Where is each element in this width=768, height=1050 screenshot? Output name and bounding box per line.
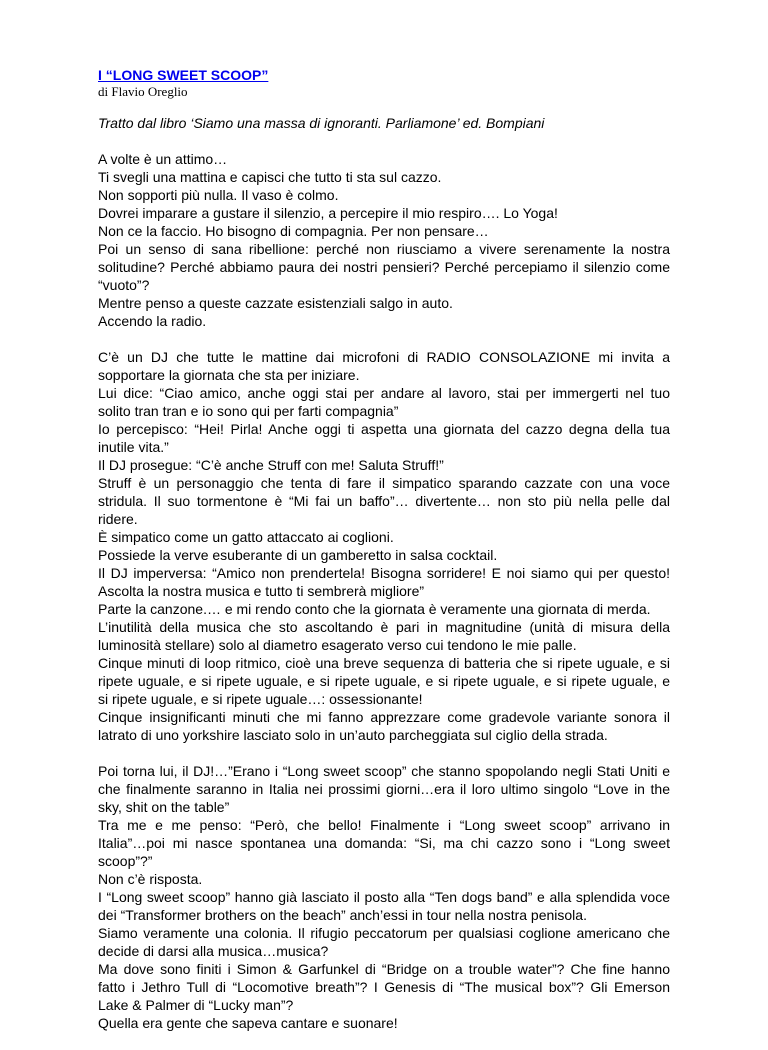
text-line: Possiede la verve esuberante di un gamberetto in salsa cocktail. xyxy=(98,547,498,563)
text-line: solitudine? Perché abbiamo paura dei nostri pensieri? Perché percepiamo il silenzio come xyxy=(98,259,670,275)
text-line: luminosità stellare) solo al diametro esagerato verso cui tendono le mie palle. xyxy=(98,637,577,653)
source-line: Tratto dal libro ‘Siamo una massa di ignoranti. Parliamone’ ed. Bompiani xyxy=(98,115,545,131)
text-line: Dovrei imparare a gustare il silenzio, a percepire il mio respiro…. Lo Yoga! xyxy=(98,205,558,221)
document-page xyxy=(98,66,670,1050)
text-line: È simpatico come un gatto attaccato ai coglioni. xyxy=(98,529,394,545)
text-line: scoop”?” xyxy=(98,853,153,869)
text-line: sopportare la giornata che sta per iniziare. xyxy=(98,367,360,383)
text-line: Non sopporti più nulla. Il vaso è colmo. xyxy=(98,187,339,203)
text-line: Mentre penso a queste cazzate esistenziali salgo in auto. xyxy=(98,295,453,311)
text-line: Tra me e me penso: “Però, che bello! Finalmente i “Long sweet scoop” arrivano in xyxy=(98,817,670,833)
author-line: di Flavio Oreglio xyxy=(98,84,188,99)
text-line: fatto i Jethro Tull di “Locomotive breath”? I Genesis di “The musical box”? Gli Emerson xyxy=(98,979,670,995)
text-line: L’inutilità della musica che sto ascoltando è pari in magnitudine (unità di misura della xyxy=(98,619,670,635)
text-line: stridula. Il suo tormentone è “Mi fai un baffo”… divertente… non sto più nella pelle dal xyxy=(98,493,670,509)
text-line: Io percepisco: “Hei! Pirla! Anche oggi ti aspetta una giornata del cazzo degna della tua xyxy=(98,421,670,437)
text-line: Parte la canzone.… e mi rendo conto che la giornata è veramente una giornata di merda. xyxy=(98,601,651,617)
text-line: Siamo veramente una colonia. Il rifugio peccatorum per qualsiasi coglione americano che xyxy=(98,925,670,941)
paragraph xyxy=(98,150,670,330)
text-line: solito tran tran e io sono qui per farti compagnia” xyxy=(98,403,399,419)
text-line: inutile vita.” xyxy=(98,439,169,455)
text-line: Poi torna lui, il DJ!…”Erano i “Long sweet scoop” che stanno spopolando negli Stati Uniti e xyxy=(98,763,670,779)
article-body xyxy=(98,150,670,1032)
text-line: latrato di uno yorkshire lasciato solo in un’auto parcheggiata sul ciglio della strada. xyxy=(98,727,608,743)
text-line: Lake & Palmer di “Lucky man”? xyxy=(98,997,294,1013)
document-title-link[interactable]: I “LONG SWEET SCOOP” xyxy=(98,67,269,83)
paragraph xyxy=(98,348,670,744)
text-line: Ascolta la nostra musica e tutto ti sembrerà migliore” xyxy=(98,583,425,599)
text-line: sky, shit on the table” xyxy=(98,799,230,815)
text-line: Il DJ imperversa: “Amico non prendertela! Bisogna sorridere! E noi siamo qui per questo! xyxy=(98,565,670,581)
text-line: Cinque insignificanti minuti che mi fanno apprezzare come gradevole variante sonora il xyxy=(98,709,670,725)
text-line: Italia”…poi mi nasce spontanea una domanda: “Si, ma chi cazzo sono i “Long sweet xyxy=(98,835,670,851)
text-line: ripete uguale, e si ripete uguale, e si ripete uguale, e si ripete uguale, e si ripete uguale, e xyxy=(98,673,670,689)
text-line: C’è un DJ che tutte le mattine dai microfoni di RADIO CONSOLAZIONE mi invita a xyxy=(98,349,670,365)
text-line: che finalmente saranno in Italia nei prossimi giorni…era il loro ultimo singolo “Love in the xyxy=(98,781,670,797)
text-line: decide di darsi alla musica…musica? xyxy=(98,943,329,959)
text-line: si ripete uguale, e si ripete uguale…: ossessionante! xyxy=(98,691,423,707)
text-line: Il DJ prosegue: “C’è anche Struff con me! Saluta Struff!” xyxy=(98,457,444,473)
text-line: A volte è un attimo… xyxy=(98,151,228,167)
text-line: Accendo la radio. xyxy=(98,313,207,329)
text-line: Non c’è risposta. xyxy=(98,871,203,887)
text-line: Quella era gente che sapeva cantare e suonare! xyxy=(98,1015,398,1031)
text-line: Poi un senso di sana ribellione: perché non riusciamo a vivere serenamente la nostra xyxy=(98,241,670,257)
text-line: Lui dice: “Ciao amico, anche oggi stai per andare al lavoro, stai per immergerti nel tuo xyxy=(98,385,670,401)
text-line: Struff è un personaggio che tenta di fare il simpatico sparando cazzate con una voce xyxy=(98,475,670,491)
text-line: I “Long sweet scoop” hanno già lasciato il posto alla “Ten dogs band” e alla splendida voce xyxy=(98,889,670,905)
text-line: Ma dove sono finiti i Simon & Garfunkel di “Bridge on a trouble water”? Che fine hanno xyxy=(98,961,670,977)
text-line: Non ce la faccio. Ho bisogno di compagnia. Per non pensare… xyxy=(98,223,489,239)
text-line: Cinque minuti di loop ritmico, cioè una breve sequenza di batteria che si ripete uguale, e si xyxy=(98,655,670,671)
text-line: ridere. xyxy=(98,511,138,527)
text-line: Ti svegli una mattina e capisci che tutto ti sta sul cazzo. xyxy=(98,169,442,185)
text-line: dei “Transformer brothers on the beach” anch’essi in tour nella nostra penisola. xyxy=(98,907,587,923)
paragraph xyxy=(98,762,670,1032)
text-line: “vuoto”? xyxy=(98,277,150,293)
